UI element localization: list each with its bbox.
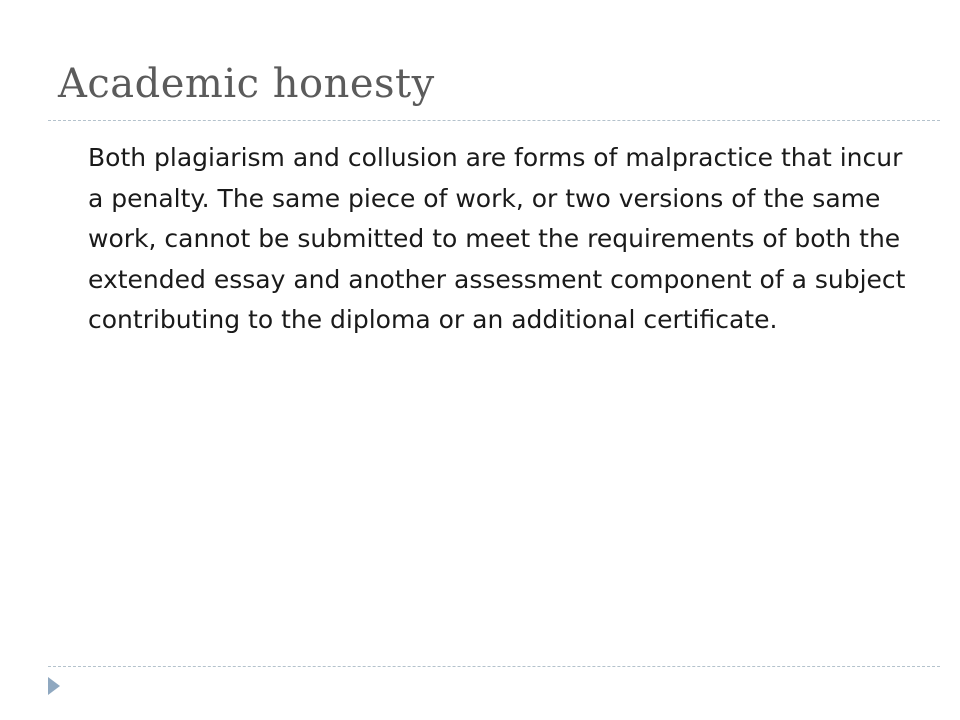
- title-divider: [48, 120, 940, 121]
- triangle-bullet-icon: [46, 675, 62, 697]
- slide-title: Academic honesty: [58, 61, 435, 107]
- slide-body-text: Both plagiarism and collusion are forms of malpractice that incur a penalty. The same piece of work, or two versions of the same work, cannot be submitted to meet the requirements of both the extended essay and another assessment component of a subject contributing to the diploma or an additional certificate.: [88, 143, 906, 334]
- footer-divider: [48, 666, 940, 667]
